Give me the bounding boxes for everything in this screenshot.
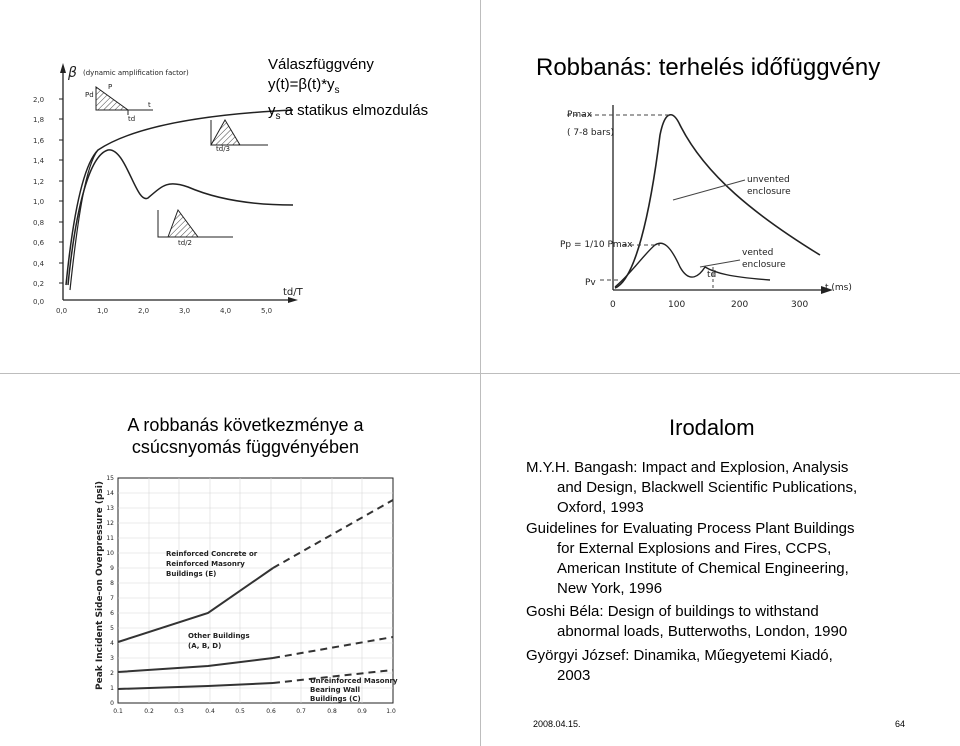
x-axis-label: t (ms) bbox=[825, 283, 852, 293]
pulse-label: Pd bbox=[85, 91, 94, 99]
slide-title: Irodalom bbox=[669, 415, 755, 440]
x-tick: 2,0 bbox=[138, 307, 150, 315]
y-tick: 1,4 bbox=[33, 157, 45, 165]
x-tick: 0.3 bbox=[174, 708, 184, 715]
vented-label: vented bbox=[742, 248, 774, 258]
curve-label-reinforced: Reinforced Masonry bbox=[166, 560, 245, 568]
y-tick: 9 bbox=[110, 565, 114, 572]
beta-description: (dynamic amplification factor) bbox=[83, 69, 189, 77]
y-tick: 15 bbox=[106, 475, 114, 482]
page-number: 64 bbox=[895, 719, 906, 729]
unvented-label: enclosure bbox=[747, 187, 791, 197]
x-tick: 0.2 bbox=[144, 708, 154, 715]
y-tick: 4 bbox=[110, 640, 114, 647]
y-tick: 1,8 bbox=[33, 116, 45, 124]
reference-line: for External Explosions and Fires, CCPS, bbox=[557, 540, 832, 557]
y-tick: 3 bbox=[110, 655, 114, 662]
title-line: csúcsnyomás függvényében bbox=[131, 437, 360, 457]
x-tick: 300 bbox=[791, 300, 809, 310]
x-tick: 100 bbox=[668, 300, 686, 310]
title-line: A robbanás következménye a bbox=[127, 415, 364, 435]
pp-label: Pp = 1/10 Pmax bbox=[560, 240, 633, 250]
response-function-caption bbox=[268, 55, 428, 127]
reference-line: New York, 1996 bbox=[557, 580, 663, 597]
x-tick: 0.6 bbox=[266, 708, 276, 715]
y-tick: 1,6 bbox=[33, 137, 45, 145]
pv-label: Pv bbox=[585, 278, 596, 288]
horizontal-divider bbox=[0, 373, 960, 374]
x-tick: 4,0 bbox=[220, 307, 232, 315]
formula-text: a statikus elmozdulás bbox=[280, 102, 429, 119]
pmax-label: Pmax bbox=[567, 110, 593, 120]
slide-title bbox=[103, 414, 388, 458]
y-axis-label: Peak Incident Side-on Overpressure (psi) bbox=[95, 481, 105, 690]
y-tick: 5 bbox=[110, 625, 114, 632]
caption-line bbox=[268, 75, 428, 101]
y-tick: 1,2 bbox=[33, 178, 45, 186]
y-tick: 0,2 bbox=[33, 280, 45, 288]
x-tick: 1,0 bbox=[97, 307, 109, 315]
y-tick: 8 bbox=[110, 580, 114, 587]
x-tick: 200 bbox=[731, 300, 749, 310]
formula-text: y(t)=β(t)*y bbox=[268, 76, 335, 93]
reference-line: Oxford, 1993 bbox=[557, 499, 644, 516]
x-tick: 3,0 bbox=[179, 307, 191, 315]
pulse-label: t bbox=[148, 101, 151, 109]
reference-line: 2003 bbox=[557, 667, 591, 684]
x-tick: 0.4 bbox=[205, 708, 215, 715]
x-tick: 0.1 bbox=[113, 708, 123, 715]
curve-label-reinforced: Buildings (E) bbox=[166, 570, 217, 578]
y-tick: 13 bbox=[106, 505, 114, 512]
curve-label-unreinforced: Unreinforced Masonry bbox=[310, 677, 398, 685]
reference-line: and Design, Blackwell Scientific Publications, bbox=[557, 479, 858, 496]
y-tick: 0,4 bbox=[33, 260, 45, 268]
formula-text: y bbox=[268, 102, 276, 119]
y-tick: 6 bbox=[110, 610, 114, 617]
curve-label-other: (A, B, D) bbox=[188, 642, 222, 650]
curve-label-reinforced: Reinforced Concrete or bbox=[166, 550, 258, 558]
caption-line bbox=[268, 101, 428, 127]
reference-line: M.Y.H. Bangash: Impact and Explosion, Analysis bbox=[526, 459, 849, 476]
y-tick: 1 bbox=[110, 685, 114, 692]
pressure-time-figure bbox=[555, 95, 875, 325]
unvented-label: unvented bbox=[747, 175, 790, 185]
curve-label-unreinforced: Bearing Wall bbox=[310, 686, 361, 694]
pulse-icon-symmetric bbox=[158, 210, 233, 237]
y-tick: 2 bbox=[110, 670, 114, 677]
vented-label: enclosure bbox=[742, 260, 786, 270]
y-tick: 10 bbox=[106, 550, 114, 557]
x-tick: 5,0 bbox=[261, 307, 273, 315]
x-tick: 0.5 bbox=[235, 708, 245, 715]
formula-subscript: s bbox=[275, 111, 281, 122]
x-tick: 0.9 bbox=[357, 708, 367, 715]
x-tick: 0.7 bbox=[296, 708, 306, 715]
x-axis-ticks bbox=[56, 307, 272, 315]
x-axis-label: td/T bbox=[283, 287, 303, 298]
reference-item bbox=[526, 458, 946, 518]
reference-line: Györgyi József: Dinamika, Műegyetemi Kiadó, bbox=[526, 647, 833, 664]
pulse-label: td bbox=[128, 115, 136, 123]
pulse-label: td/3 bbox=[216, 145, 230, 153]
y-tick: 7 bbox=[110, 595, 114, 602]
td-label: td bbox=[707, 270, 717, 280]
x-tick: 0 bbox=[610, 300, 616, 310]
reference-line: American Institute of Chemical Engineering, bbox=[557, 560, 849, 577]
y-tick: 0,8 bbox=[33, 219, 45, 227]
curve-label-other: Other Buildings bbox=[188, 632, 250, 640]
y-tick: 0 bbox=[110, 700, 114, 707]
reference-line: Goshi Béla: Design of buildings to withstand bbox=[526, 603, 819, 620]
y-tick: 0,0 bbox=[33, 298, 45, 306]
reference-line: abnormal loads, Butterwoths, London, 1990 bbox=[557, 623, 848, 640]
y-tick: 14 bbox=[106, 490, 114, 497]
overpressure-damage-figure bbox=[88, 470, 408, 720]
y-tick: 2,0 bbox=[33, 96, 45, 104]
y-tick: 1,0 bbox=[33, 198, 45, 206]
reference-line: Guidelines for Evaluating Process Plant Buildings bbox=[526, 520, 855, 537]
y-axis-ticks bbox=[33, 96, 45, 306]
footer-date: 2008.04.15. bbox=[533, 719, 581, 729]
reference-item bbox=[526, 646, 946, 686]
pulse-icon-triangle bbox=[96, 87, 153, 115]
y-tick: 0,6 bbox=[33, 239, 45, 247]
pulse-label: td/2 bbox=[178, 239, 192, 247]
x-tick: 0.8 bbox=[327, 708, 337, 715]
pulse-label: P bbox=[108, 83, 113, 91]
curve-label-unreinforced: Buildings (C) bbox=[310, 695, 361, 703]
slide-title: Robbanás: terhelés időfüggvény bbox=[536, 54, 881, 81]
y-tick: 12 bbox=[106, 520, 114, 527]
pmax-note: ( 7-8 bars) bbox=[567, 128, 615, 138]
reference-item bbox=[526, 519, 946, 599]
beta-label: β bbox=[68, 65, 77, 81]
x-tick: 1.0 bbox=[386, 708, 396, 715]
caption-line: Válaszfüggvény bbox=[268, 56, 374, 73]
pulse-icon-delayed bbox=[211, 120, 268, 145]
reference-item bbox=[526, 602, 946, 642]
formula-subscript: s bbox=[334, 85, 340, 96]
y-tick: 11 bbox=[106, 535, 114, 542]
x-tick: 0,0 bbox=[56, 307, 68, 315]
